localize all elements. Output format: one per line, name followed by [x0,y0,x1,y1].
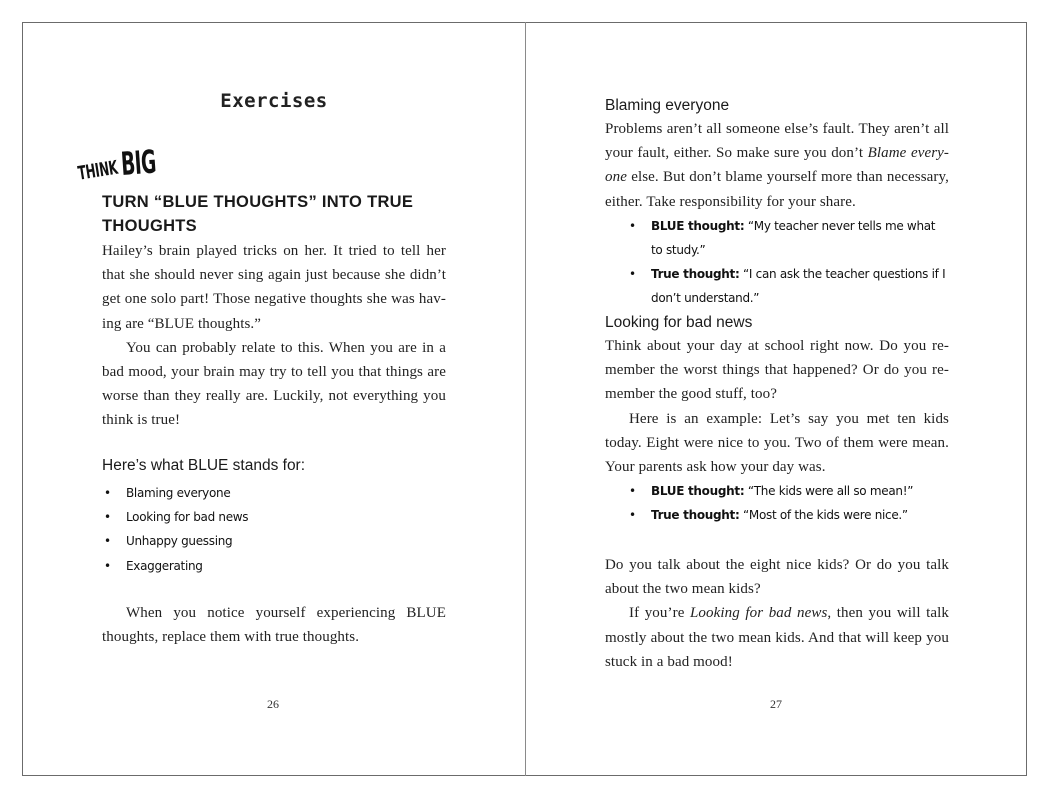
list-item: • Blaming everyone [102,481,446,505]
blaming-thoughts-list [627,214,949,311]
section-heading-blaming: Blaming everyone [605,97,730,114]
exercise-heading-line2: THOUGHTS [102,217,197,235]
list-item: • Looking for bad news [102,505,446,529]
paragraph-relate: You can probably relate to this. When you are in a bad mood, your brain may try to tell you that things are worse than they really are. Luckily, not everything you think is true! [102,339,446,429]
blue-list-section [102,457,446,578]
bullet-icon: • [104,534,111,549]
paragraph-stuck: If you’re Looking for bad news, then you will talk mostly about the two mean kids. And that will keep you stuck in a bad mood! [605,605,949,670]
section-blaming [605,95,949,311]
paragraph-think-about-day: Think about your day at school right now. Do you re-member the worst things that happened? Or do you re-member the good stuff, too? [605,338,949,403]
svg-text:BIG: BIG [119,144,157,184]
paragraph-example: Here is an example: Let’s say you met ten kids today. Eight were nice to you. Two of them were mean. Your parents ask how your day was. [605,410,949,476]
list-item: • Exaggerating [102,554,446,578]
bullet-icon: • [104,486,111,500]
bullet-icon: • [104,510,111,525]
section-bad-news [605,312,949,528]
svg-text:THINK: THINK [76,155,120,185]
list-item: • True thought: “Most of the kids were nice.” [627,503,949,527]
paragraph-talk-about: Do you talk about the eight nice kids? Or do you talk about the two mean kids? [605,557,949,598]
left-page-body [102,239,446,433]
paragraph-hailey: Hailey’s brain played tricks on her. It tried to tell her that she should never sing again just because she didn’t get one solo part! Those negative thoughts she was hav-ing are “BLUE thoughts.” [102,243,446,332]
page-number-right: 27 [770,697,782,711]
spine-divider [525,22,526,776]
bad-news-thoughts-list [627,479,949,527]
bullet-icon: • [629,267,636,282]
page-title: Exercises [220,90,328,112]
exercise-heading [102,190,446,238]
blue-stands-for-heading: Here’s what BLUE stands for: [102,457,306,474]
section-heading-bad-news: Looking for bad news [605,314,753,331]
bullet-icon: • [104,558,111,573]
paragraph-blaming: Problems aren’t all someone else’s fault. They aren’t all your fault, either. So make sure you don’t Blame every-one else. But don’t blame yourself more than necessary, either. Take responsibility for your share. [605,121,950,210]
list-item: • True thought: “I can ask the teacher questions if I don’t understand.” [627,262,949,310]
bullet-icon: • [629,508,636,523]
think-big-logo [74,140,174,186]
right-closing [605,553,949,674]
blue-acronym-list [102,481,446,578]
list-item: • Unhappy guessing [102,529,446,553]
page-number-left: 26 [267,697,279,711]
paragraph-replace: When you notice yourself experiencing BLUE thoughts, replace them with true thoughts. [102,605,446,646]
exercise-heading-line1: TURN “BLUE THOUGHTS” INTO TRUE [102,193,414,211]
bullet-icon: • [629,484,636,499]
left-closing [102,601,446,649]
bullet-icon: • [629,218,636,233]
list-item: • BLUE thought: “The kids were all so mean!” [627,479,949,503]
list-item: • BLUE thought: “My teacher never tells me what to study.” [627,214,949,262]
